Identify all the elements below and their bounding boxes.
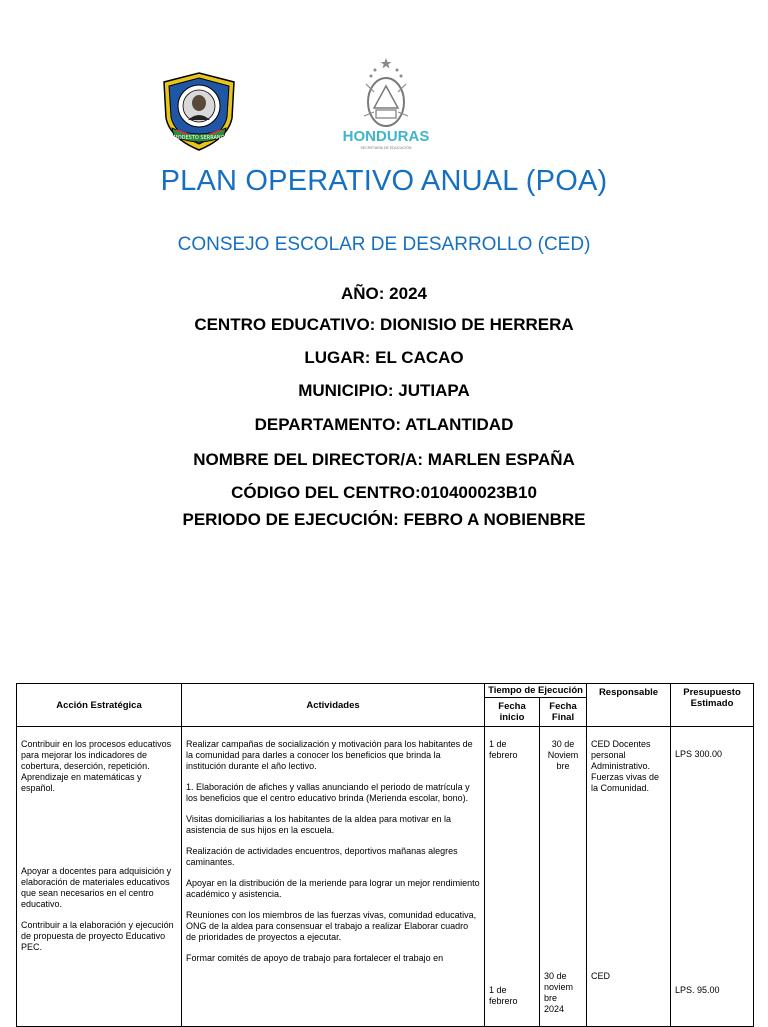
actividad-text: Formar comités de apoyo de trabajo para fortalecer el trabajo en — [186, 953, 444, 963]
info-codigo: CÓDIGO DEL CENTRO:010400023B10 — [231, 483, 537, 502]
school-seal-logo — [158, 70, 240, 152]
actividad-text: Reuniones con los miembros de las fuerzas vivas, comunidad educativa, ONG de la aldea para consensuar el trabajo a realizar Elaborar cuadro de prioridades de proyectos a ejecutar. — [186, 910, 477, 942]
honduras-education-logo — [326, 56, 446, 152]
actividades-cell — [182, 727, 485, 1027]
header-accion: Acción Estratégica — [17, 684, 182, 727]
accion-text: Apoyar a docentes para adquisición y elaboración de materiales educativos que sean necesarios en el centro educativo. — [21, 866, 172, 909]
info-municipio: MUNICIPIO: JUTIAPA — [298, 381, 470, 400]
info-director: NOMBRE DEL DIRECTOR/A: MARLEN ESPAÑA — [193, 450, 575, 469]
fecha-inicio-value: 1 de febrero — [489, 985, 518, 1006]
header-presupuesto: Presupuesto Estimado — [671, 684, 754, 727]
actividad-text: Realización de actividades encuentros, deportivos mañanas alegres caminantes. — [186, 846, 458, 867]
logos-area — [0, 56, 768, 156]
actividad-text: Visitas domiciliarias a los habitantes de la aldea para motivar en la asistencia de sus hijos en la escuela. — [186, 814, 451, 835]
responsable-value: CED — [591, 971, 611, 981]
header-fecha-final: Fecha Final — [540, 698, 587, 727]
header-responsable: Responsable — [587, 684, 671, 727]
info-departamento: DEPARTAMENTO: ATLANTIDAD — [254, 415, 514, 434]
responsable-cell — [587, 727, 671, 1027]
page-title: PLAN OPERATIVO ANUAL (POA) — [160, 165, 608, 197]
actividad-text: Realizar campañas de socialización y motivación para los habitantes de la comunidad para darles a conocer los beneficios que brinda la institución durante el año lectivo. — [186, 739, 473, 771]
presupuesto-cell — [671, 727, 754, 1027]
actividad-text: Apoyar en la distribución de la meriende para lograr un mejor rendimiento académico y asistencia. — [186, 878, 480, 899]
info-centro: CENTRO EDUCATIVO: DIONISIO DE HERRERA — [194, 315, 574, 334]
seal-text: MODESTO SERRANO — [173, 135, 225, 141]
responsable-value: CED Docentes personal Administrativo. Fuerzas vivas de la Comunidad. — [591, 739, 660, 793]
fecha-inicio-cell — [485, 727, 540, 1027]
fecha-final-value: 30 de noviem bre 2024 — [544, 971, 574, 1014]
info-lugar: LUGAR: EL CACAO — [304, 348, 464, 367]
info-anio: AÑO: 2024 — [341, 284, 427, 303]
presupuesto-value: LPS 300.00 — [675, 749, 723, 759]
fecha-final-value: 30 de Noviem bre — [547, 739, 579, 771]
fecha-final-cell — [540, 727, 587, 1027]
info-periodo: PERIODO DE EJECUCIÓN: FEBRO A NOBIENBRE — [182, 510, 586, 529]
accion-cell — [17, 727, 182, 1027]
accion-text: Contribuir a la elaboración y ejecución de propuesta de proyecto Educativo PEC. — [21, 920, 174, 952]
header-fecha-inicio: Fecha inicio — [485, 698, 540, 727]
accion-text: Contribuir en los procesos educativos para mejorar los indicadores de cobertura, deserción, repetición. Aprendizaje en matemáticas y español. — [21, 739, 172, 793]
actividad-text: 1. Elaboración de afiches y vallas anunciando el periodo de matrícula y los beneficios que el centro educativo brinda (Merienda escolar, bono). — [186, 782, 470, 803]
fecha-inicio-value: 1 de febrero — [489, 739, 518, 760]
presupuesto-value: LPS. 95.00 — [675, 985, 720, 995]
page-subtitle: CONSEJO ESCOLAR DE DESARROLLO (CED) — [177, 234, 591, 255]
honduras-logo-text: HONDURAS — [342, 128, 430, 145]
poa-table — [16, 683, 754, 1027]
header-tiempo: Tiempo de Ejecución — [485, 684, 587, 698]
honduras-logo-subtext: SECRETARÍA DE EDUCACIÓN — [360, 146, 412, 150]
header-actividades: Actividades — [182, 684, 485, 727]
table-row — [17, 727, 754, 1027]
